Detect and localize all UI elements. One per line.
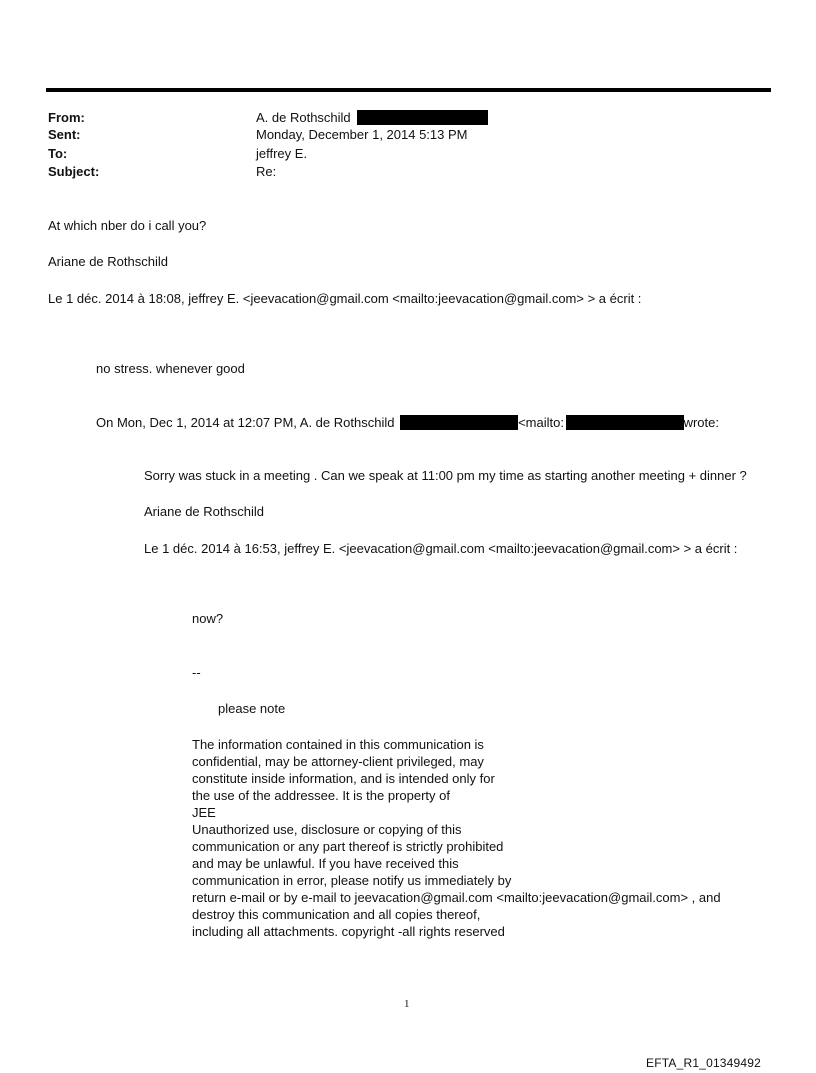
disclaimer-heading: please note [218,701,286,716]
page-number: 1 [404,998,410,1010]
subject-value: Re: [256,164,277,179]
quoted-line: no stress. whenever good [96,361,245,376]
body-line: At which nber do i call you? [48,218,207,233]
disclaimer-line: including all attachments. copyright -all rights reserved [192,924,505,939]
disclaimer-line: communication in error, please notify us immediately by [192,873,512,888]
redaction-box [400,415,518,430]
disclaimer-line: return e-mail or by e-mail to jeevacation@gmail.com <mailto:jeevacation@gmail.com> , and [192,890,721,905]
disclaimer-line: JEE [192,805,216,820]
disclaimer-line: confidential, may be attorney-client privileged, may [192,754,484,769]
disclaimer-line: communication or any part thereof is strictly prohibited [192,839,504,854]
signature: Ariane de Rothschild [48,254,168,269]
from-label: From: [48,110,85,125]
disclaimer-line: Unauthorized use, disclosure or copying of this [192,822,462,837]
from-field [256,109,488,126]
sent-value: Monday, December 1, 2014 5:13 PM [256,127,468,142]
from-value: A. de Rothschild [256,110,351,125]
quoted-reply-header [96,414,719,431]
to-label: To: [48,146,68,161]
disclaimer-line: The information contained in this communication is [192,737,484,752]
to-value: jeffrey E. [256,146,308,161]
redaction-box [566,415,684,430]
disclaimer-line: destroy this communication and all copies thereof, [192,907,481,922]
header-rule [46,88,771,92]
quoted-signature: Ariane de Rothschild [144,504,264,519]
reply-header: Le 1 déc. 2014 à 18:08, jeffrey E. <jeevacation@gmail.com <mailto:jeevacation@gmail.com> > a écrit : [48,291,642,306]
quoted-reply-header: Le 1 déc. 2014 à 16:53, jeffrey E. <jeevacation@gmail.com <mailto:jeevacation@gmail.com> > a écrit : [144,541,738,556]
subject-label: Subject: [48,164,100,179]
document-id: EFTA_R1_01349492 [646,1056,762,1070]
disclaimer-line: and may be unlawful. If you have received this [192,856,459,871]
mailto-text: <mailto: [518,415,564,430]
redaction-box [357,110,488,125]
quoted-line: now? [192,611,224,626]
quoted-line: Sorry was stuck in a meeting . Can we speak at 11:00 pm my time as starting another meeting + dinner ? [144,468,747,483]
sent-label: Sent: [48,127,81,142]
signature-separator: -- [192,665,201,680]
reply-header-text: On Mon, Dec 1, 2014 at 12:07 PM, A. de Rothschild [96,415,395,430]
disclaimer-line: constitute inside information, and is intended only for [192,771,495,786]
disclaimer [192,736,721,940]
disclaimer-line: the use of the addressee. It is the property of [192,788,450,803]
wrote-text: wrote: [683,415,719,430]
